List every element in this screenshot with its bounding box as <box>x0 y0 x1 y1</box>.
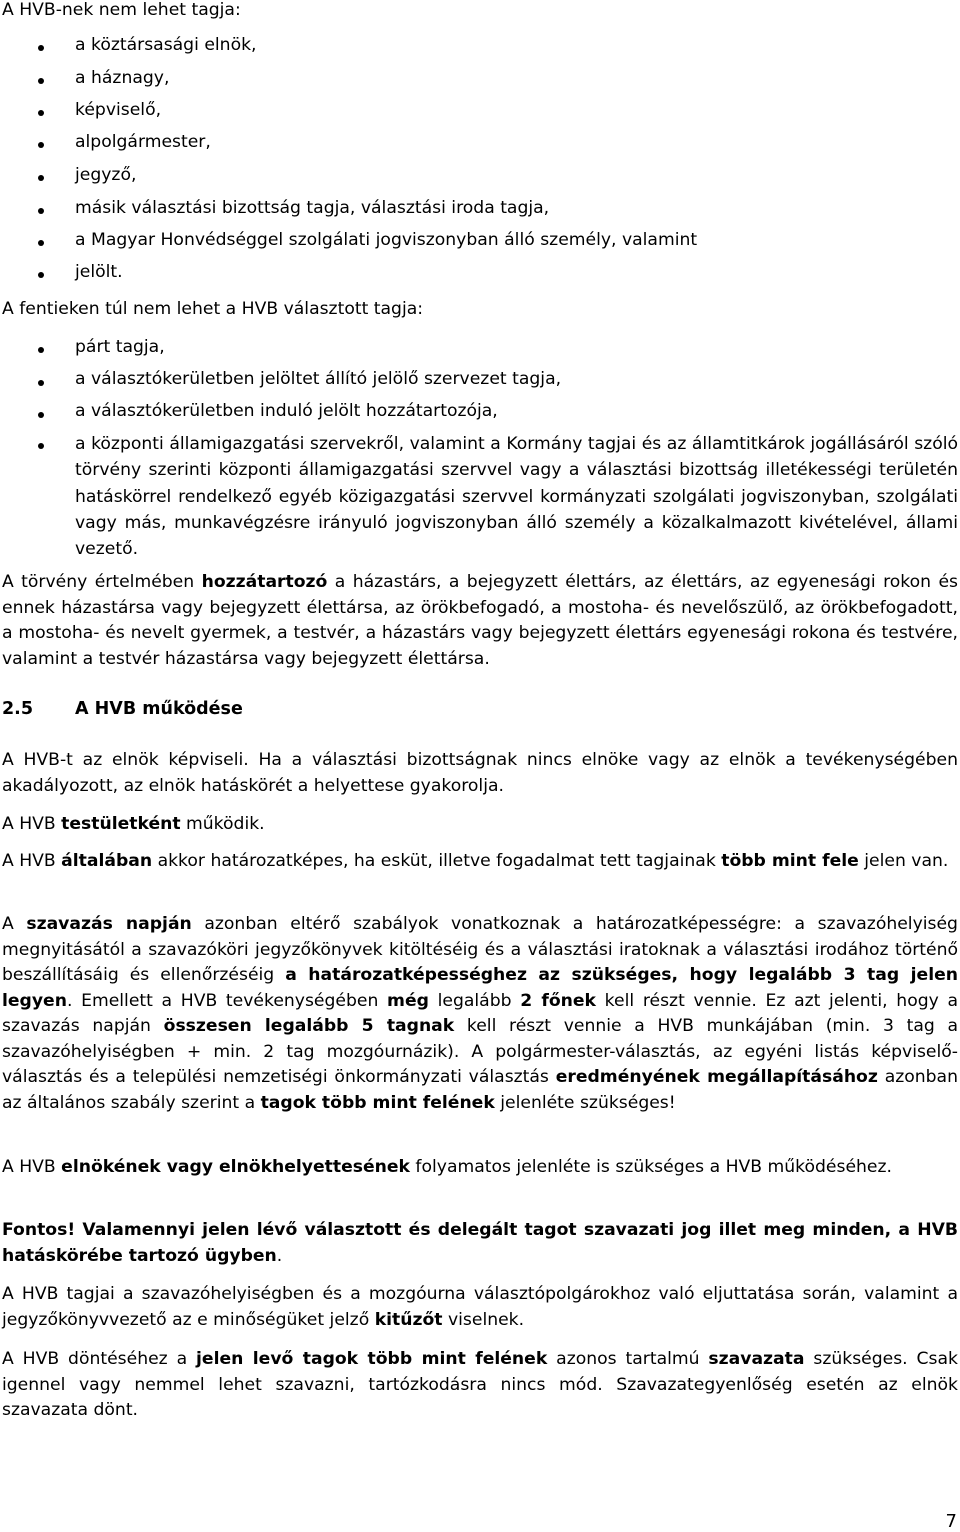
bullet-icon <box>38 45 44 51</box>
page-number: 7 <box>945 1511 957 1532</box>
list-item: képviselő, <box>75 100 162 120</box>
bullet-icon <box>38 175 44 181</box>
bullet-icon <box>38 272 44 278</box>
paragraph-quorum: A szavazás napján azonban eltérő szabályok vonatkoznak a határozatképességre: a szavazóhelyiség megnyitásától a szavazóköri jegyzőkönyvek kitöltéséig és a választási iratoknak a választási irodához történő beszállításáig és ellenőrzéséig a határozatképességhez az szükséges, hogy legalább 3 tag jelen legyen. Emellett a HVB tevékenységében még legalább 2 főnek kell részt vennie. Ez azt jelenti, hogy a szavazás napján összesen legalább 5 tagnak kell részt vennie a HVB munkájában (min. 3 tag a szavazóhelyiségben + min. 2 tag mozgóurnázik). A polgármester-választás, az egyéni listás képviselő-választás és a települési nemzetiségi önkormányzati választás eredményének megállapításához azonban az általános szabály szerint a tagok több mint felének jelenléte szükséges! <box>2 914 959 1113</box>
bullet-icon <box>38 142 44 148</box>
relative-definition: A törvény értelmében hozzátartozó a házastárs, a bejegyzett élettárs, az élettárs, az egyenesági rokon és ennek házastársa vagy bejegyzett élettársa, az örökbefogadó, a mostoha- és nevelőszülő, az örökbefogadott, a mostoha- és nevelt gyermek, a testvér, a házastárs vagy bejegyzett élettárs egyenesági rokona és testvére, valamint a testvér házastársa vagy bejegyzett élettársa. <box>2 572 958 669</box>
intro2-text: A fentieken túl nem lehet a HVB választott tagja: <box>2 299 424 319</box>
list-item: párt tagja, <box>75 337 165 357</box>
list-item: másik választási bizottság tagja, választási iroda tagja, <box>75 198 550 218</box>
list-item: jegyző, <box>75 165 137 185</box>
bullet-icon <box>38 110 44 116</box>
intro-text: A HVB-nek nem lehet tagja: <box>2 0 241 20</box>
bullet-icon <box>38 78 44 84</box>
list-item: a köztársasági elnök, <box>75 35 257 55</box>
section-number: 2.5 <box>2 699 34 719</box>
paragraph: A HVB testületként működik. <box>2 814 265 834</box>
list-item: a Magyar Honvédséggel szolgálati jogviszonyban álló személy, valamint <box>75 230 698 250</box>
paragraph: A HVB-t az elnök képviseli. Ha a választási bizottságnak nincs elnöke vagy az elnök a tevékenységében akadályozott, az elnök hatáskörét a helyettese gyakorolja. <box>2 750 958 796</box>
bullet-icon <box>38 347 44 353</box>
bullet-icon <box>38 380 44 386</box>
paragraph: A HVB elnökének vagy elnökhelyettesének folyamatos jelenléte is szükséges a HVB működéséhez. <box>2 1157 892 1177</box>
list-item: a háznagy, <box>75 68 170 88</box>
section-heading <box>2 699 243 719</box>
bullet-icon <box>38 240 44 246</box>
paragraph: A HVB általában akkor határozatképes, ha esküt, illetve fogadalmat tett tagjainak több mint fele jelen van. <box>2 851 949 871</box>
section-title: A HVB működése <box>75 699 243 719</box>
paragraph: A HVB tagjai a szavazóhelyiségben és a mozgóurna választópolgárokhoz való eljuttatása során, valamint a jegyzőkönyvvezető az e minőségüket jelző kitűzőt viselnek. <box>2 1284 958 1330</box>
bullet-icon <box>38 208 44 214</box>
list-item: a központi államigazgatási szervekről, valamint a Kormány tagjai és az államtitkárok jogállásáról szóló törvény szerinti központi államigazgatási szervvel vagy a választási bizottság illetékességi területén hatáskörrel rendelkező egyéb közigazgatási szervvel kormányzati szolgálati jogviszonyban, szolgálati vagy más, munkavégzésre irányuló jogviszonyban álló személy a közalkalmazott kivételével, állami vezető. <box>75 434 958 560</box>
important-note: Fontos! Valamennyi jelen lévő választott és delegált tagot szavazati jog illet meg minden, a HVB hatáskörébe tartozó ügyben. <box>2 1220 958 1266</box>
list-item: jelölt. <box>75 262 123 282</box>
bullet-icon <box>38 443 44 449</box>
list-item: a választókerületben jelöltet állító jelölő szervezet tagja, <box>75 369 562 389</box>
list-item: alpolgármester, <box>75 132 211 152</box>
list-item: a választókerületben induló jelölt hozzátartozója, <box>75 401 498 421</box>
bullet-icon <box>38 412 44 418</box>
paragraph: A HVB döntéséhez a jelen levő tagok több mint felének azonos tartalmú szavazata szükséges. Csak igennel vagy nemmel lehet szavazni, tartózkodásra nincs mód. Szavazategyenlőség esetén az elnök szavazata dönt. <box>2 1349 958 1420</box>
